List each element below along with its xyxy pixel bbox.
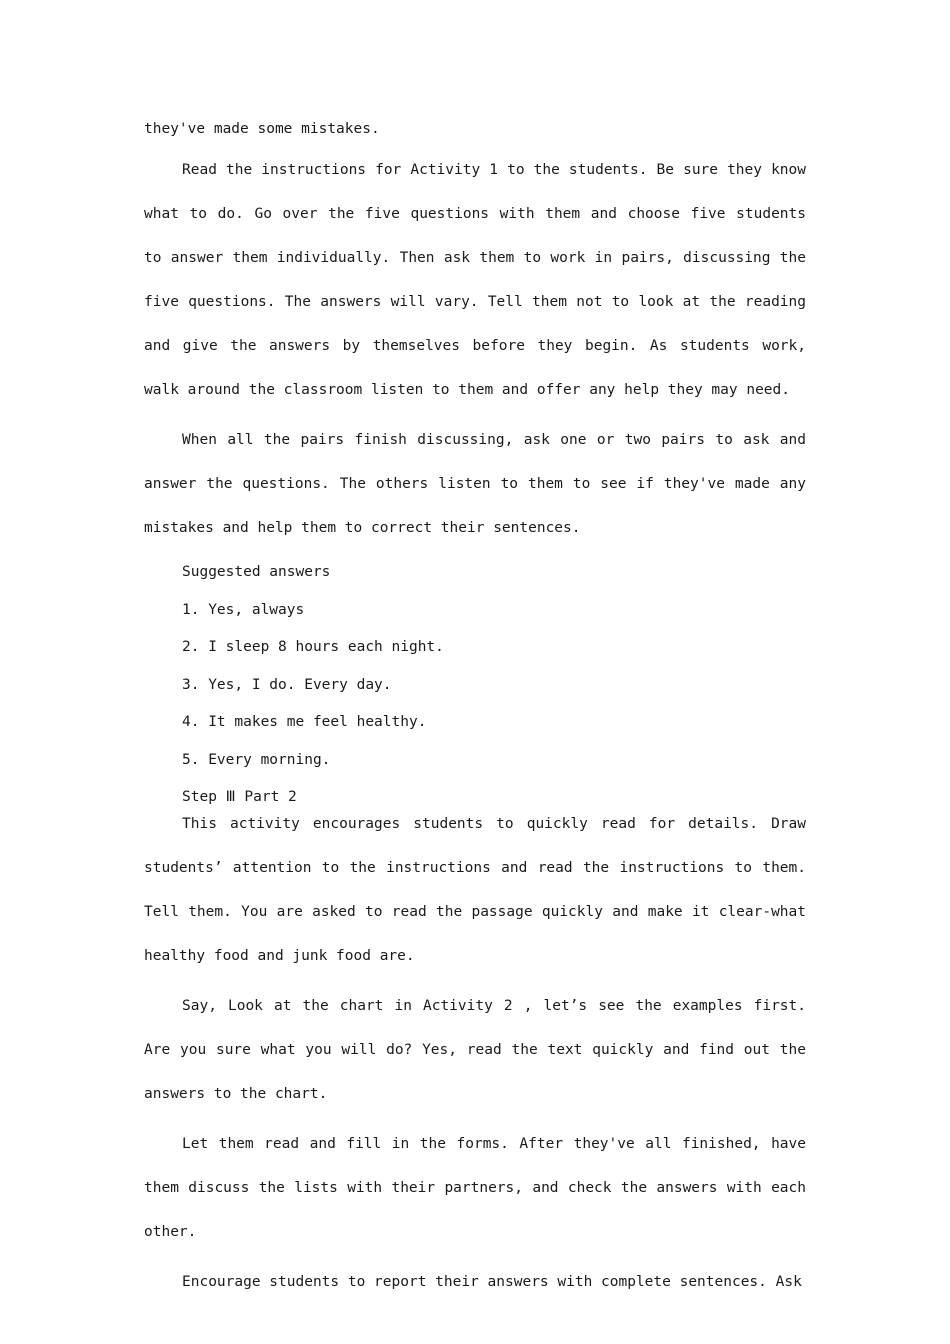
paragraph-fill-forms: Let them read and fill in the forms. After they've all finished, have them discuss the lists with their partners, and check the answers with each other.	[144, 1135, 806, 1240]
suggested-answers-heading: Suggested answers	[182, 564, 331, 580]
paragraph-activity-description: This activity encourages students to quickly read for details. Draw students’ attention to the instructions and read the instructions to them. Tell them. You are asked to read the passage quickly and make it clear-what healthy food and junk food are.	[144, 815, 806, 964]
step-heading: Step Ⅲ Part 2	[182, 789, 297, 805]
answer-item-2: 2. I sleep 8 hours each night.	[182, 639, 444, 655]
answer-item-3: 3. Yes, I do. Every day.	[182, 676, 392, 693]
answer-item-4: 4. It makes me feel healthy.	[182, 714, 427, 730]
paragraph-chart-instructions: Say, Look at the chart in Activity 2 , let’s see the examples first. Are you sure what you will do? Yes, read the text quickly and find out the answers to the chart.	[144, 997, 806, 1102]
paragraph-activity-1-instructions: Read the instructions for Activity 1 to the students. Be sure they know what to do. Go over the five questions with them and choose five students to answer them individually. Then ask them to work in pairs, discussing the five questions. The answers will vary. Tell them not to look at the reading and give the answers by themselves before they begin. As students work, walk around the classroom listen to them and offer any help they may need.	[144, 162, 806, 398]
paragraph-report-answers: Encourage students to report their answers with complete sentences. Ask	[182, 1273, 802, 1290]
answer-item-5: 5. Every morning.	[182, 751, 331, 768]
paragraph-pair-discussion: When all the pairs finish discussing, ask one or two pairs to ask and answer the questions. The others listen to them to see if they've made any mistakes and help them to correct their sentences.	[144, 432, 806, 536]
document-body	[144, 116, 806, 1317]
paragraph-continuation: they've made some mistakes.	[144, 121, 380, 137]
answer-item-1: 1. Yes, always	[182, 601, 305, 618]
